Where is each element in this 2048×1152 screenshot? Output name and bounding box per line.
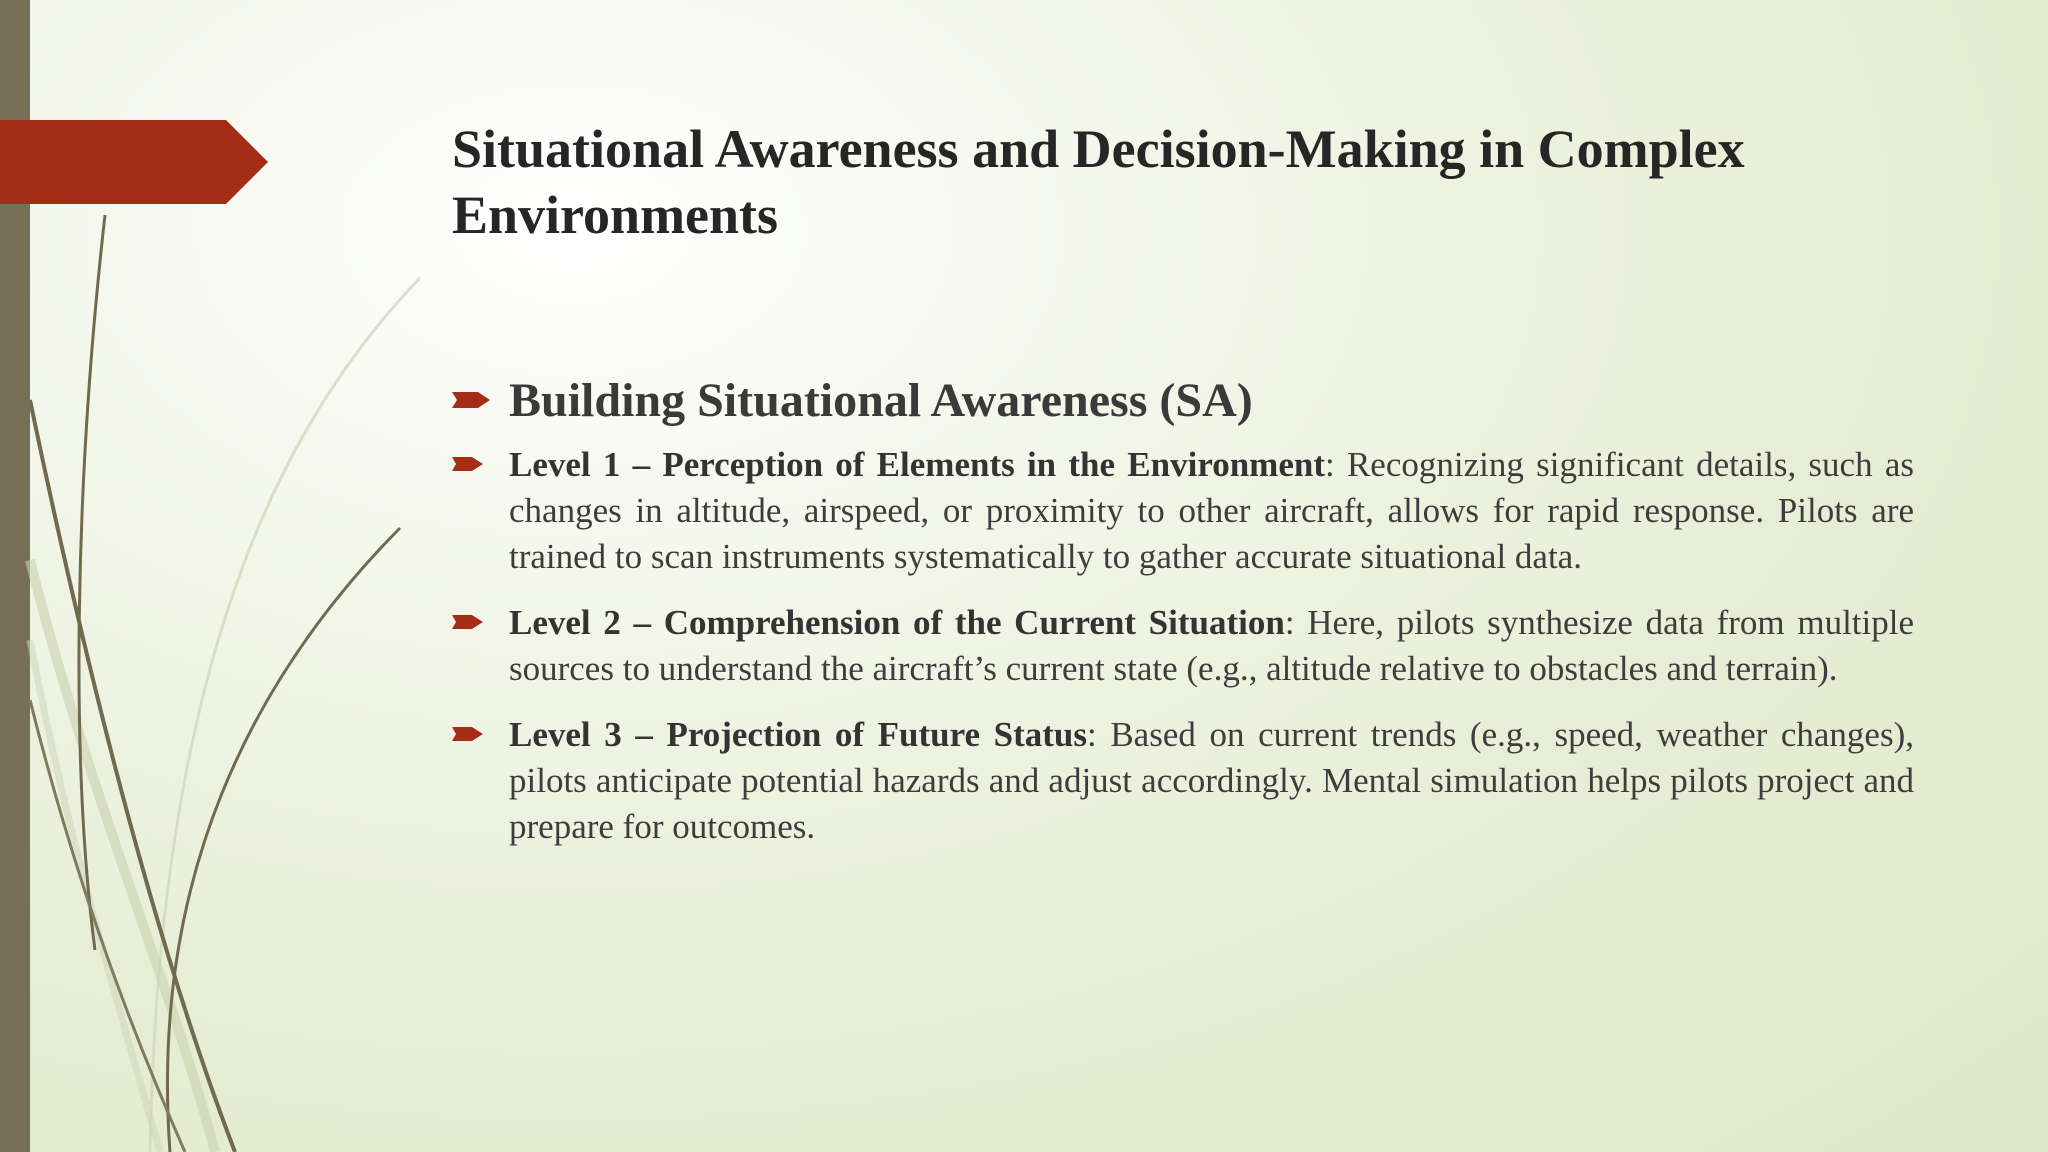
- arrow-bullet-icon: [452, 724, 484, 744]
- slide-title: Situational Awareness and Decision-Making in Complex Environments: [452, 119, 1745, 245]
- arrow-bullet-icon: [452, 454, 484, 474]
- decorative-curves: [0, 0, 420, 1152]
- item-label: Level 1 – Perception of Elements in the Environment: [509, 445, 1325, 484]
- title-arrow-banner: [0, 120, 268, 204]
- item-text: : Recognizing significant details, such as changes in altitude, airspeed, or proximity to other aircraft, allows for rapid response. Pilots are trained to scan instruments systematically to gather accurate situational data.: [509, 445, 1914, 576]
- bullet-heading: [452, 366, 1914, 436]
- item-label: Level 3 – Projection of Future Status: [509, 715, 1088, 754]
- section-heading: Building Situational Awareness (SA): [509, 374, 1253, 427]
- bullet-item-level-2: [452, 600, 1914, 692]
- arrow-bullet-icon: [452, 612, 484, 632]
- bullet-item-level-3: [452, 712, 1914, 850]
- bullet-item-level-1: [452, 442, 1914, 580]
- slide-content: [452, 366, 1914, 870]
- arrow-bullet-icon: [452, 388, 492, 412]
- item-text: : Based on current trends (e.g., speed, weather changes), pilots anticipate potential hazards and adjust accordingly. Mental simulation helps pilots project and prepare for outcomes.: [509, 715, 1914, 846]
- item-label: Level 2 – Comprehension of the Current Situation: [509, 603, 1285, 642]
- item-text: : Here, pilots synthesize data from multiple sources to understand the aircraft’s current state (e.g., altitude relative to obstacles and terrain).: [509, 603, 1914, 688]
